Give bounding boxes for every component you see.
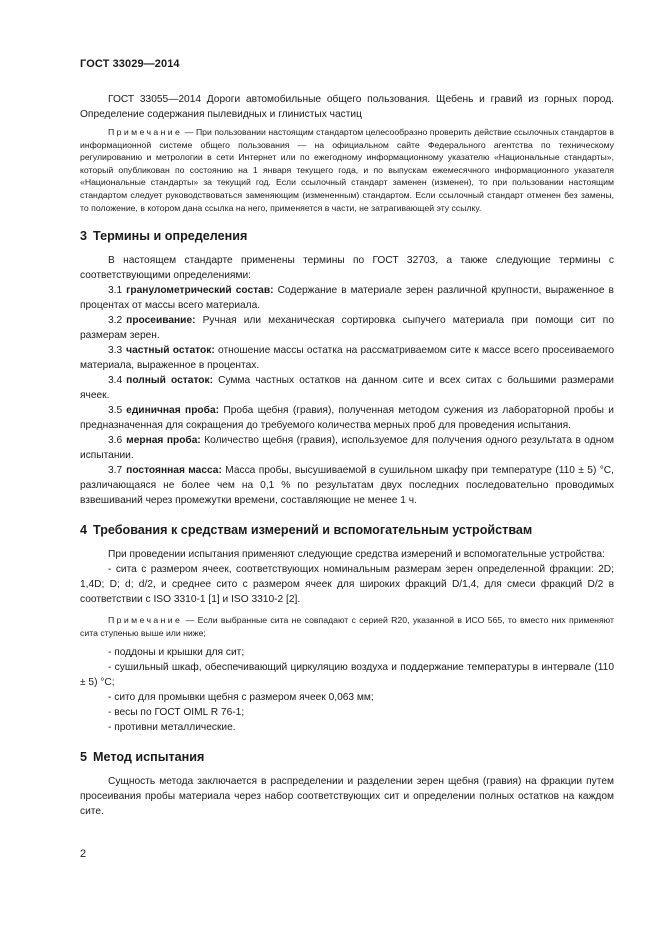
definition-number: 3.3 [108, 345, 123, 357]
definition-number: 3.1 [108, 285, 123, 297]
note-label: Примечание [108, 127, 183, 137]
definition-text: отношение массы остатка на рассматриваемом сите к массе всего просеиваемого материала, выраженное в процентах. [80, 345, 614, 372]
definition-number: 3.7 [108, 465, 123, 477]
document-body [80, 92, 614, 819]
definitions-list [80, 283, 614, 508]
definition-text: Количество щебня (гравия), используемое для получения одного результата в одном испытании. [80, 435, 614, 462]
definition-item [80, 283, 614, 313]
definition-item [80, 313, 614, 343]
definition-term: полный остаток: [126, 375, 214, 387]
definition-number: 3.6 [108, 435, 123, 447]
equipment-list [80, 645, 614, 735]
section-title: Требования к средствам измерений и вспомогательным устройствам [93, 523, 533, 538]
definition-term: единичная проба: [126, 405, 219, 417]
definition-term: мерная проба: [126, 435, 201, 447]
definition-term: постоянная масса: [126, 465, 222, 477]
definition-number: 3.5 [108, 405, 123, 417]
section-4-intro: При проведении испытания применяют следующие средства измерений и вспомогательные устройства: [108, 549, 605, 561]
definition-text: Содержание в материале зерен различной крупности, выраженное в процентах от массы всего материала. [80, 285, 614, 312]
section-4-heading [80, 522, 614, 538]
section-number: 3 [80, 229, 88, 244]
document-header: ГОСТ 33029—2014 [80, 58, 180, 70]
equipment-item: - поддоны и крышки для сит; [108, 647, 245, 659]
definition-item [80, 463, 614, 508]
definition-text: Масса пробы, высушиваемой в сушильном шкафу при температуре (110 ± 5) °С, различающаяся не более чем на 0,1 % по результатам двух последних последовательно проводимых взвешиваний через промежутки времени, составляющие не менее 1 ч. [80, 465, 614, 507]
equipment-sieves-item: - сита с размером ячеек, соответствующих номинальным размерам зерен определенной фракции: 2D; 1,4D; D; d; d/2, и среднее сито с размером ячеек для широких фракций D/1,4, для смеси фракций D/2 в соответствии с ISO 3310-1 [1] и ISO 3310-2 [2]. [80, 564, 614, 606]
equipment-item: - весы по ГОСТ OIML R 76-1; [108, 707, 245, 719]
note-label: Примечание [108, 615, 183, 626]
section-number: 5 [80, 750, 88, 765]
equipment-item: - сито для промывки щебня с размером ячеек 0,063 мм; [108, 692, 374, 704]
definition-item [80, 373, 614, 403]
definition-item [80, 433, 614, 463]
section-5-heading [80, 749, 614, 765]
equipment-item: - противни металлические. [108, 722, 236, 734]
definition-text: Ручная или механическая сортировка сыпучего материала при помощи сит по размерам зерен. [80, 315, 614, 342]
section-number: 4 [80, 523, 88, 538]
normative-reference-gost-33055: ГОСТ 33055—2014 Дороги автомобильные общего пользования. Щебень и гравий из горных пород. Определение содержания пылевидных и глинистых частиц [80, 94, 614, 120]
section-3-intro: В настоящем стандарте применены термины по ГОСТ 32703, а также следующие термины с соответствующими определениями: [80, 255, 614, 282]
references-note [80, 126, 614, 214]
definition-term: частный остаток: [126, 345, 215, 357]
definition-number: 3.2 [108, 315, 123, 327]
note-text: — При пользовании настоящим стандартом целесообразно проверить действие ссылочных стандартов в информационной системе общего пользования — на официальном сайте Федерального агентства по техническому регулированию и метрологии в сети Интернет или по ежегодному информационному указателю «Национальные стандарты», который опубликован по состоянию на 1 января текущего года, и по выпускам ежемесячного информационного указателя «Национальные стандарты» за текущий год. Если ссылочный стандарт заменен (изменен), то при пользовании настоящим стандартом следует руководствоваться заменяющим (измененным) стандартом. Если ссылочный стандарт отменен без замены, то положение, в котором дана ссылка на него, применяется в части, не затрагивающей эту ссылку. [80, 127, 614, 213]
definition-item [80, 343, 614, 373]
definition-item [80, 403, 614, 433]
equipment-item: - сушильный шкаф, обеспечивающий циркуляцию воздуха и поддержание температуры в интервале (110 ± 5) °С; [80, 662, 614, 689]
note-text: — Если выбранные сита не совпадают с серией R20, указанной в ИСО 565, то вместо них применяют сита ступенью выше или ниже; [80, 615, 614, 638]
definition-term: просеивание: [126, 315, 196, 327]
section-3-heading [80, 228, 614, 244]
section-5-intro: Сущность метода заключается в распределении и разделении зерен щебня (гравия) на фракции путем просеивания пробы материала через набор соответствующих сит и определении полных остатков на каждом сите. [80, 776, 614, 818]
section-title: Термины и определения [93, 229, 248, 244]
definition-text: Сумма частных остатков на данном сите и всех ситах с большими размерами ячеек. [80, 375, 614, 402]
page-number: 2 [80, 848, 87, 860]
definition-term: гранулометрический состав: [126, 285, 274, 297]
definition-number: 3.4 [108, 375, 123, 387]
sieves-note [80, 614, 614, 639]
section-title: Метод испытания [93, 750, 205, 765]
definition-text: Проба щебня (гравия), полученная методом сужения из лабораторной пробы и предназначенная для сокращения до требуемого количества мерных проб для проведения испытания. [80, 405, 614, 432]
